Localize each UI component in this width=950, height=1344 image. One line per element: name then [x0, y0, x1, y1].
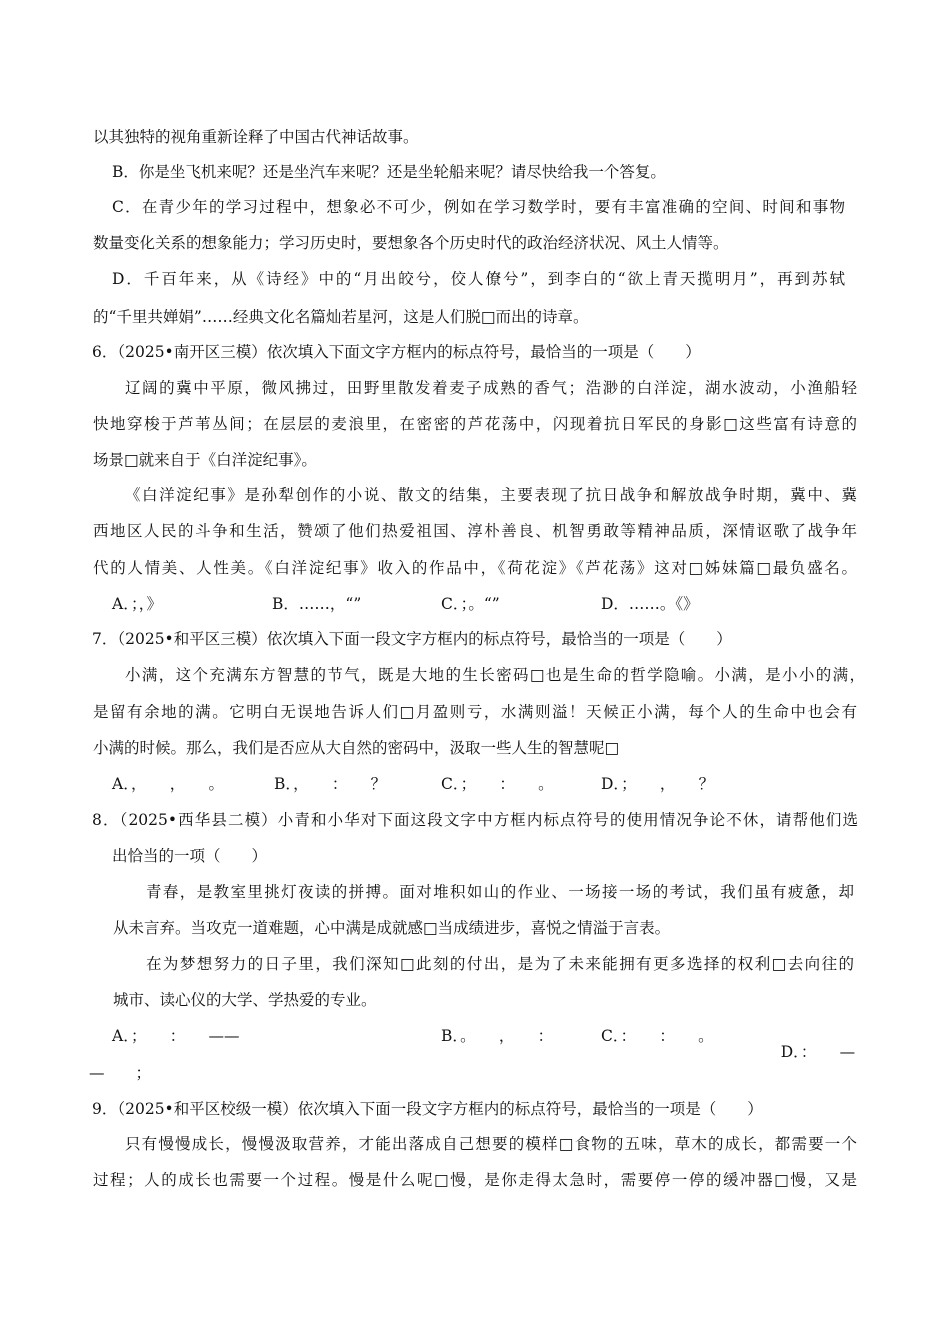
q8-stem-line1: 8．（2025•西华县二模）小青和小华对下面这段文字中方框内标点符号的使用情况争论不休，请帮他们选 — [92, 811, 858, 829]
q7-passage-line3: 小满的时候。那么，我们是否应从大自然的密码中，汲取一些人生的智慧呢□ — [93, 739, 620, 757]
q9-passage-line1: 只有慢慢成长，慢慢汲取营养，才能出落成自己想要的模样□食物的五味，草木的成长，都需要一个 — [125, 1135, 857, 1153]
q7-passage-line2: 是留有余地的满。它明白无误地告诉人们□月盈则亏，水满则溢！天候正小满，每个人的生命中也会有 — [93, 703, 857, 721]
q8-option-c[interactable]: C．： ： 。 — [601, 1027, 714, 1045]
q8-option-d-wrap: — ； — [89, 1064, 152, 1082]
q7-passage-line1: 小满，这个充满东方智慧的节气，既是大地的生长密码□也是生命的哲学隐喻。小满，是小小的满， — [125, 666, 865, 684]
q7-option-c[interactable]: C．； ： 。 — [441, 775, 554, 793]
q6-option-a[interactable]: A．；，》 — [112, 595, 162, 613]
q5-continuation-line: 以其独特的视角重新诠释了中国古代神话故事。 — [93, 128, 419, 146]
q6-passage1-line2: 快地穿梭于芦苇丛间；在层层的麦浪里，在密密的芦花荡中，闪现着抗日军民的身影□这些富有诗意的 — [93, 415, 857, 433]
q8-stem-line2: 出恰当的一项（ ） — [112, 847, 268, 865]
q6-option-b[interactable]: B．……，“” — [272, 595, 362, 613]
q8-passage1-line2: 从未言弃。当攻克一道难题，心中满是成就感□当成绩进步，喜悦之情溢于言表。 — [113, 919, 671, 937]
q8-passage1-line1: 青春，是教室里挑灯夜读的拼搏。面对堆积如山的作业、一场接一场的考试，我们虽有疲惫，却 — [146, 883, 854, 901]
q7-option-b[interactable]: B．， ： ？ — [274, 775, 387, 793]
q7-option-d[interactable]: D．； ， ？ — [601, 775, 715, 793]
q8-option-d-text: D．： — — [780, 1042, 856, 1061]
q8-option-b[interactable]: B．。 ， ： — [441, 1027, 554, 1045]
q5-option-d-line1: D．千百年来，从《诗经》中的“月出皎兮，佼人僚兮”，到李白的“欲上青天揽明月”，再到苏轼 — [112, 270, 845, 288]
q6-option-d[interactable]: D．……。《》 — [601, 595, 699, 613]
q9-passage-line2: 过程；人的成长也需要一个过程。慢是什么呢□慢，是你走得太急时，需要停一停的缓冲器□慢，又是 — [93, 1171, 857, 1189]
q6-stem: 6．（2025•南开区三模）依次填入下面文字方框内的标点符号，最恰当的一项是（ ） — [92, 343, 701, 361]
q8-option-a[interactable]: A．； ： —— — [112, 1027, 240, 1045]
q8-passage2-line2: 城市、读心仪的大学、学热爱的专业。 — [113, 991, 377, 1009]
q6-option-c[interactable]: C．；。“” — [441, 595, 500, 613]
q6-passage1-line1: 辽阔的冀中平原，微风拂过，田野里散发着麦子成熟的香气；浩渺的白洋淀，湖水波动，小渔船轻 — [125, 379, 857, 397]
q9-stem: 9．（2025•和平区校级一模）依次填入下面一段文字方框内的标点符号，最恰当的一项是（ ） — [92, 1100, 763, 1118]
q8-passage2-line1: 在为梦想努力的日子里，我们深知□此刻的付出，是为了未来能拥有更多选择的权利□去向往的 — [146, 955, 854, 973]
q5-option-c-line1: C．在青少年的学习过程中，想象必不可少，例如在学习数学时，要有丰富准确的空间、时间和事物 — [112, 198, 845, 216]
q7-option-a[interactable]: A．， ， 。 — [112, 775, 224, 793]
q5-option-c-line2: 数量变化关系的想象能力；学习历史时，要想象各个历史时代的政治经济状况、风土人情等。 — [93, 234, 729, 252]
q6-passage2-line3: 代的人情美、人性美。《白洋淀纪事》收入的作品中，《荷花淀》《芦花荡》这对□姊妹篇□最负盛名。 — [93, 559, 857, 577]
q5-option-b: B．你是坐飞机来呢？还是坐汽车来呢？还是坐轮船来呢？请尽快给我一个答复。 — [112, 163, 666, 181]
q6-passage2-line1: 《白洋淀纪事》是孙犁创作的小说、散文的结集，主要表现了抗日战争和解放战争时期，冀中、冀 — [125, 486, 857, 504]
q7-stem: 7．（2025•和平区三模）依次填入下面一段文字方框内的标点符号，最恰当的一项是（ ） — [92, 630, 732, 648]
q5-option-d-line2: 的“千里共婵娟”……经典文化名篇灿若星河，这是人们脱□而出的诗章。 — [93, 308, 589, 326]
q8-option-d[interactable] — [761, 1029, 857, 1076]
q6-passage2-line2: 西地区人民的斗争和生活，赞颂了他们热爱祖国、淳朴善良、机智勇敢等精神品质，深情讴歌了战争年 — [93, 522, 857, 540]
q6-passage1-line3: 场景□就来自于《白洋淀纪事》。 — [93, 451, 317, 469]
